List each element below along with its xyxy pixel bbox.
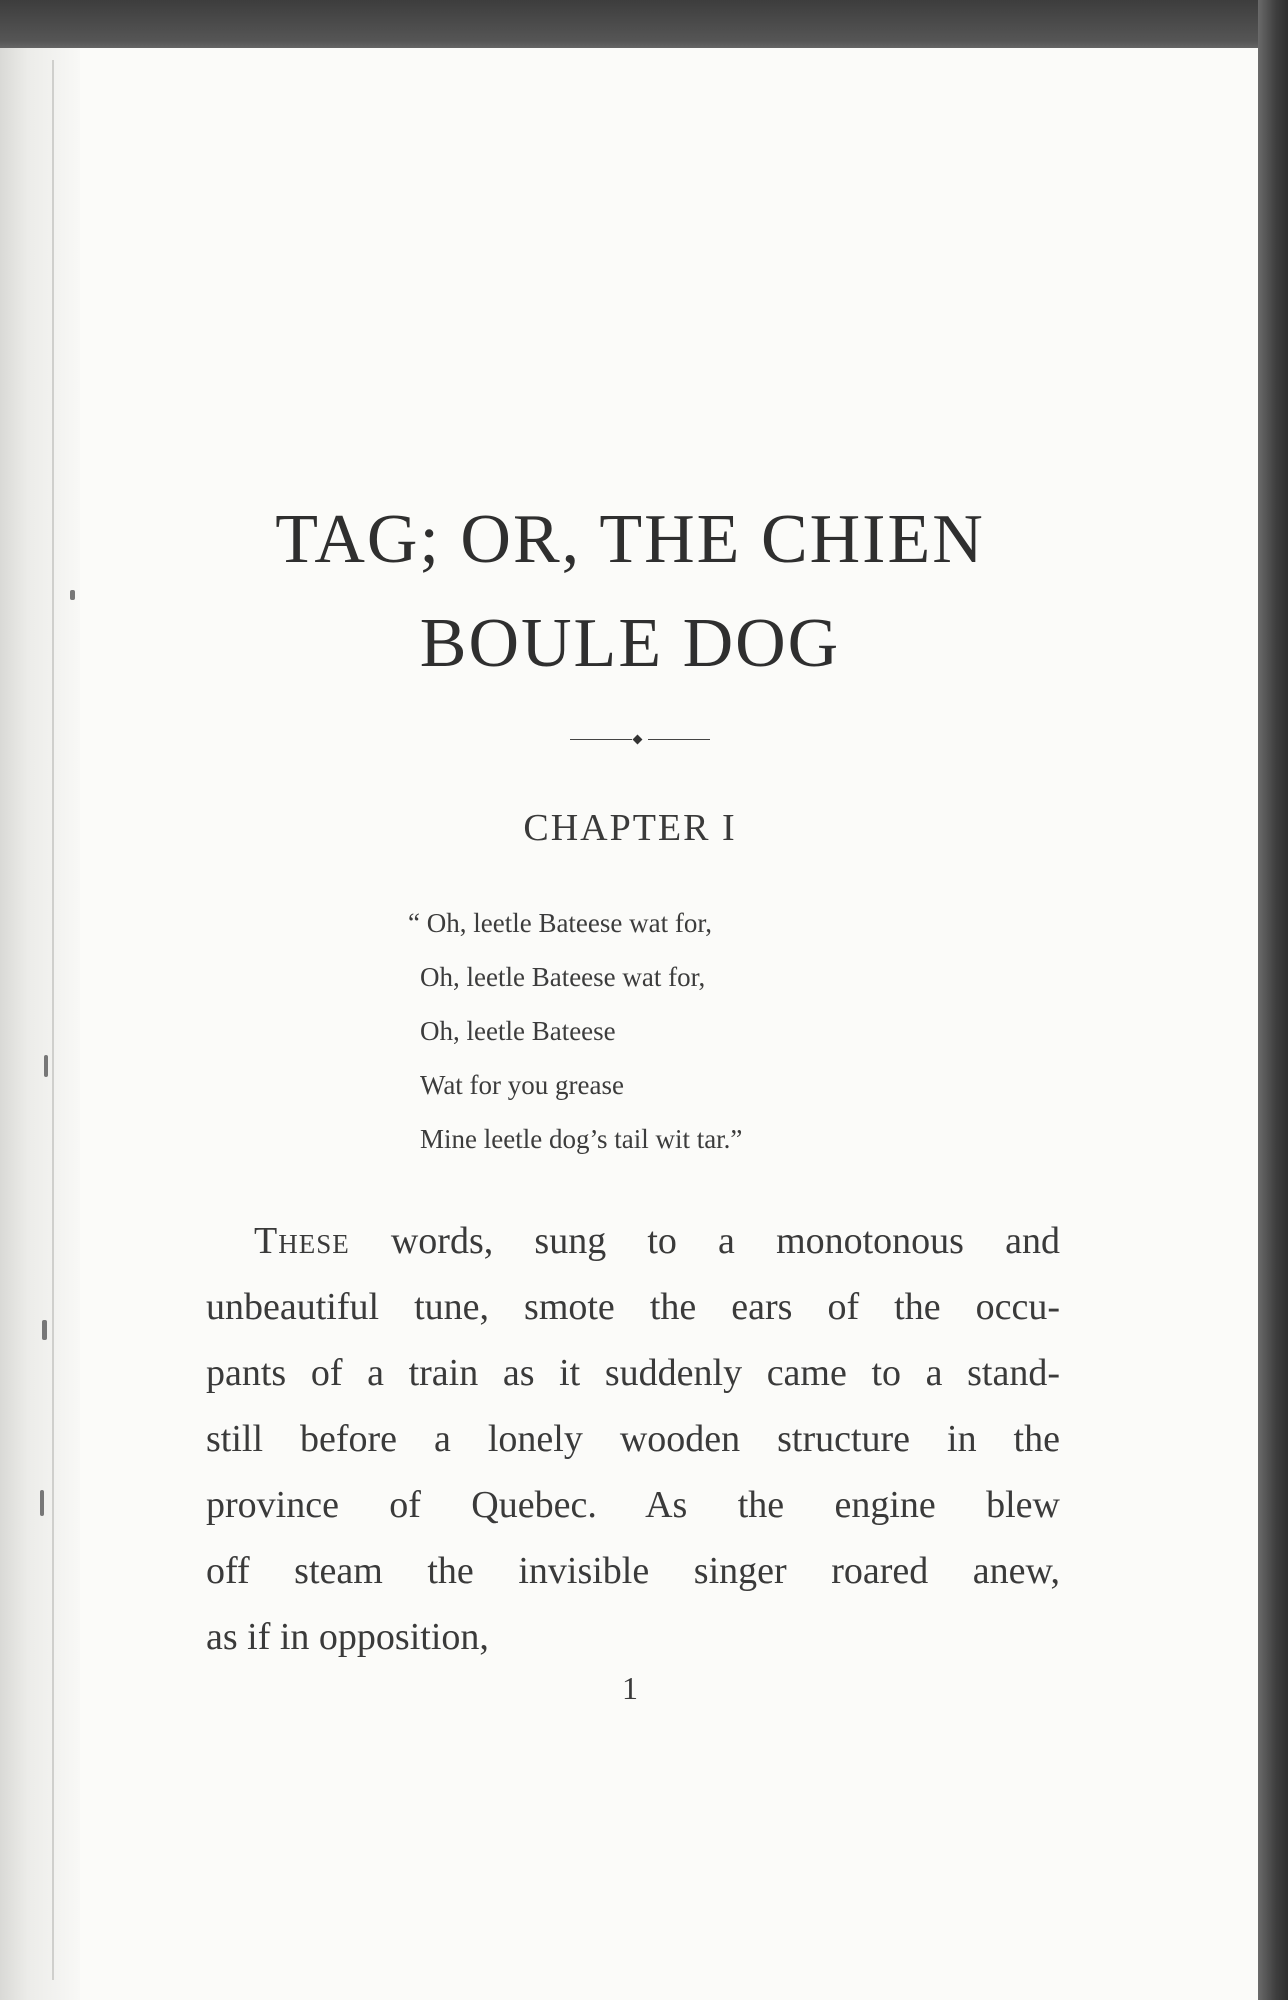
gutter-fold-line — [52, 60, 54, 1980]
epigraph-verse — [408, 896, 980, 1166]
prose-line: province of Quebec. As the engine blew — [206, 1484, 1060, 1526]
prose-line: still before a lonely wooden structure in the — [206, 1418, 1060, 1460]
title-line-1: TAG; OR, THE CHIEN — [275, 501, 985, 578]
title-ornament — [570, 736, 710, 744]
prose-line — [206, 1208, 1060, 1274]
gutter-mark — [40, 1490, 44, 1516]
verse-line: Mine leetle dog’s tail wit tar.” — [420, 1124, 743, 1154]
gutter-mark — [70, 590, 75, 600]
verse-line: Oh, leetle Bateese — [420, 1016, 616, 1046]
title-line-2: BOULE DOG — [419, 605, 841, 682]
prose-line: unbeautiful tune, smote the ears of the occu- — [206, 1286, 1060, 1328]
body-paragraph — [206, 1208, 1060, 1670]
ornament-rule-right — [648, 739, 710, 740]
prose-line: as if in opposition, — [206, 1616, 489, 1658]
opening-word: These — [254, 1220, 350, 1262]
verse-line: Wat for you grease — [420, 1070, 624, 1100]
page-gutter — [0, 48, 80, 2000]
gutter-mark — [42, 1320, 47, 1340]
book-edge-right — [1258, 0, 1288, 2000]
verse-line: Oh, leetle Bateese wat for, — [420, 962, 706, 992]
page-number: 1 — [622, 1670, 638, 1706]
gutter-mark — [44, 1055, 48, 1077]
ornament-diamond-icon — [633, 735, 643, 745]
ornament-rule-left — [570, 739, 632, 740]
prose-line: pants of a train as it suddenly came to a stand- — [206, 1352, 1060, 1394]
prose-line: off steam the invisible singer roared anew, — [206, 1550, 1060, 1592]
chapter-heading: CHAPTER I — [523, 807, 737, 849]
prose-line-text: words, sung to a monotonous and — [349, 1220, 1060, 1262]
story-title — [200, 488, 1060, 696]
verse-line: “ Oh, leetle Bateese wat for, — [408, 908, 713, 938]
